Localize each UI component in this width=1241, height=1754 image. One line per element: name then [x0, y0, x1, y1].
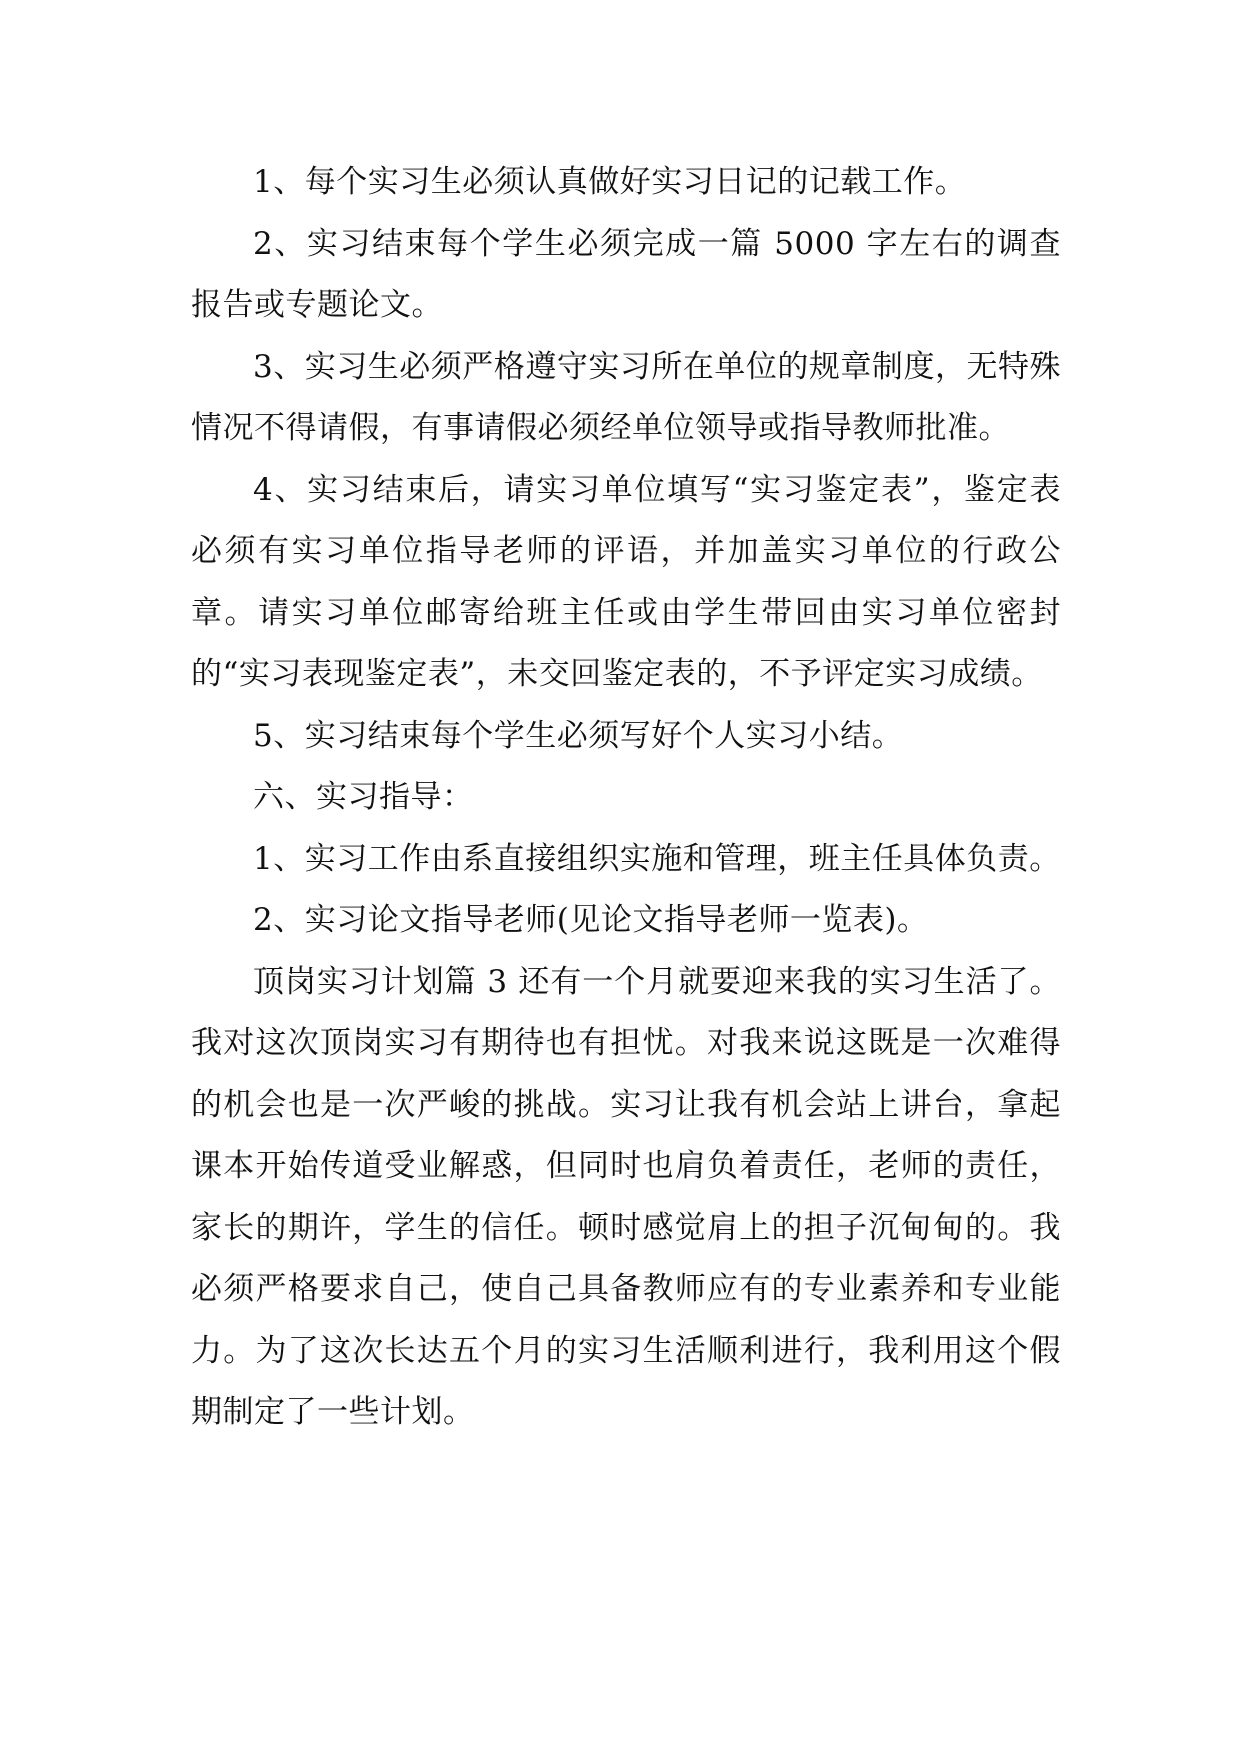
paragraph-rule-2: 2、实习结束每个学生必须完成一篇 5000 字左右的调查报告或专题论文。 [191, 225, 1061, 323]
paragraph-rule-3: 3、实习生必须严格遵守实习所在单位的规章制度，无特殊情况不得请假，有事请假必须经单位领导或指导教师批准。 [191, 348, 1061, 446]
document-body [191, 152, 1061, 1444]
paragraph-rule-4: 4、实习结束后，请实习单位填写“实习鉴定表”，鉴定表必须有实习单位指导老师的评语，并加盖实习单位的行政公章。请实习单位邮寄给班主任或由学生带回由实习单位密封的“实习表现鉴定表”，未交回鉴定表的，不予评定实习成绩。 [191, 471, 1061, 692]
paragraph-guidance-1: 1、实习工作由系直接组织实施和管理，班主任具体负责。 [253, 840, 1061, 877]
section-heading-guidance: 六、实习指导： [253, 779, 474, 815]
paragraph-guidance-2: 2、实习论文指导老师(见论文指导老师一览表)。 [253, 902, 929, 938]
paragraph-plan-intro: 顶岗实习计划篇 3 还有一个月就要迎来我的实习生活了。我对这次顶岗实习有期待也有担忧。对我来说这既是一次难得的机会也是一次严峻的挑战。实习让我有机会站上讲台，拿起课本开始传道受业解惑，但同时也肩负着责任，老师的责任，家长的期许，学生的信任。顿时感觉肩上的担子沉甸甸的。我必须严格要求自己，使自己具备教师应有的专业素养和专业能力。为了这次长达五个月的实习生活顺利进行，我利用这个假期制定了一些计划。 [191, 963, 1061, 1430]
paragraph-rule-5: 5、实习结束每个学生必须写好个人实习小结。 [253, 717, 904, 754]
paragraph-rule-1: 1、每个实习生必须认真做好实习日记的记载工作。 [253, 164, 967, 200]
